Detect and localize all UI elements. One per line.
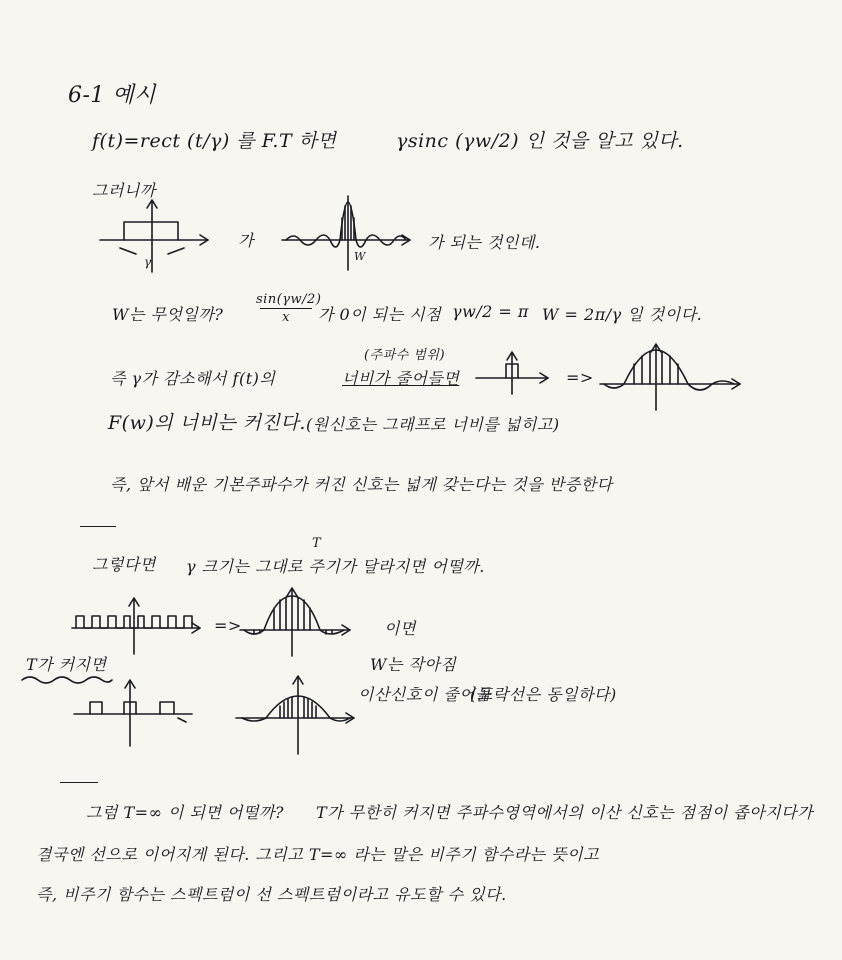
w-shrinks-label: W는 작아짐 [370, 655, 457, 674]
what-is-w: W는 무엇일까? [112, 305, 224, 324]
divider-1 [80, 526, 116, 527]
sinc-sketch [282, 192, 422, 272]
period-change-question: γ 크기는 그대로 주기가 달라지면 어떨까. [186, 557, 485, 576]
frequency-range-note: (주파수 범위) [364, 348, 446, 363]
if-label: 이면 [384, 619, 416, 638]
zero-point-text: 가 0이 되는 시점 [318, 305, 442, 324]
implies-arrow-2: => [214, 616, 242, 635]
heading: 6-1 예시 [68, 83, 156, 108]
line-spectrum-continuous: 결국엔 선으로 이어지게 된다. 그리고 T=∞ 라는 말은 비주기 함수라는 뜻이고 [36, 845, 600, 864]
narrow-pulse-sketch [476, 352, 556, 402]
sinc-fraction [256, 292, 322, 325]
rect-ft-statement: f(t)=rect (t/γ) 를 F.T 하면 [92, 130, 337, 152]
conclusion-text: 즉, 앞서 배운 기본주파수가 커진 신호는 넓게 갖는다는 것을 반증한다 [110, 475, 613, 494]
fraction-numerator: sin(γw/2) [256, 292, 322, 307]
final-conclusion: 즉, 비주기 함수는 스펙트럼이 선 스펙트럼이라고 유도할 수 있다. [36, 885, 507, 904]
t-infinity-question: 그럼 T=∞ 이 되면 어떨까? [86, 803, 284, 822]
so-label: 그러니까 [92, 181, 156, 200]
t-grows-label: T가 커지면 [26, 655, 107, 674]
fraction-denominator: x [282, 310, 290, 325]
svg-text:γ: γ [144, 255, 152, 269]
periodic-pulse-train-sketch [72, 598, 207, 658]
svg-text:W: W [354, 250, 366, 263]
dense-spectrum-sketch [236, 676, 366, 756]
then-label: 그렇다면 [92, 555, 156, 574]
discrete-spectrum-sketch [240, 588, 360, 658]
envelope-same-label: (포락선은 동일하다) [470, 685, 617, 704]
w-value: W = 2π/γ 일 것이다. [542, 305, 703, 324]
sparse-pulse-train-sketch [74, 680, 199, 750]
sinc-result-statement: γsinc (γw/2) 인 것을 알고 있다. [396, 130, 684, 152]
wide-sinc-sketch [600, 344, 750, 414]
gamma-decrease-text: 즉 γ가 감소해서 f(t)의 [110, 369, 276, 388]
width-shrinks-text: 너비가 줄어들면 [342, 369, 460, 388]
discrete-shrinks-label: 이산신호이 줄어듦 [358, 685, 492, 704]
t-infinity-explanation: T가 무한히 커지면 주파수영역에서의 이산 신호는 점점이 좁아지다가 [316, 803, 814, 822]
becomes-label-1: 가 [238, 231, 254, 250]
rect-pulse-sketch [100, 196, 215, 276]
gamma-w-equals-pi: γw/2 = π [452, 302, 529, 321]
implies-arrow-1: => [566, 368, 594, 387]
divider-2 [60, 782, 98, 783]
becomes-label-2: 가 되는 것인데. [428, 233, 541, 252]
width-note: (원신호는 그래프로 너비를 넓히고) [306, 415, 560, 434]
period-label: T [312, 536, 322, 551]
ft-width-increases: F(w)의 너비는 커진다. [108, 412, 306, 434]
